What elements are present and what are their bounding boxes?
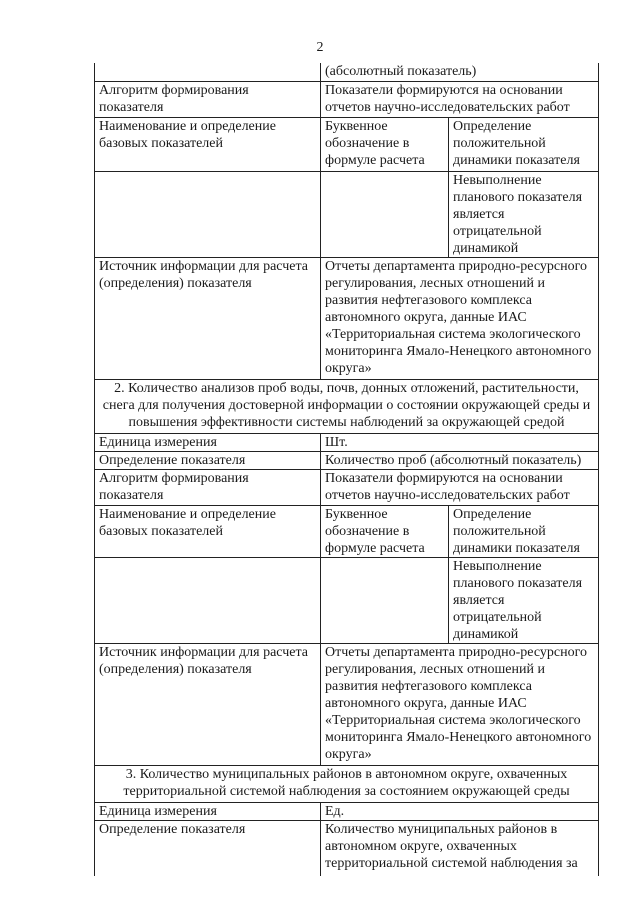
value-cell: Показатели формируются на основании отчетов научно-исследовательских работ bbox=[321, 81, 599, 117]
definition-cell: Определение положительной динамики показателя bbox=[449, 505, 599, 557]
label-cell bbox=[95, 63, 321, 81]
table-row bbox=[95, 81, 599, 117]
symbol-cell: Буквенное обозначение в формуле расчета bbox=[321, 117, 449, 171]
label-cell: Единица измерения bbox=[95, 802, 321, 820]
table-row bbox=[95, 820, 599, 876]
table-row bbox=[95, 171, 599, 257]
label-cell: Источник информации для расчета (определения) показателя bbox=[95, 257, 321, 379]
table-row bbox=[95, 802, 599, 820]
definition-cell: Невыполнение планового показателя является отрицательной динамикой bbox=[449, 171, 599, 257]
indicator-table bbox=[94, 63, 599, 876]
section-heading: 2. Количество анализов проб воды, почв, донных отложений, растительности, снега для получения достоверной информации о состоянии окружающей среды и повышения эффективности системы наблюдений за окружающей средой bbox=[95, 379, 599, 433]
label-cell: Алгоритм формирования показателя bbox=[95, 81, 321, 117]
label-cell: Источник информации для расчета (определения) показателя bbox=[95, 643, 321, 765]
table-row bbox=[95, 451, 599, 469]
table-row bbox=[95, 505, 599, 557]
label-cell: Единица измерения bbox=[95, 433, 321, 451]
label-cell: Определение показателя bbox=[95, 451, 321, 469]
table-row bbox=[95, 117, 599, 171]
section-heading: 3. Количество муниципальных районов в автономном округе, охваченных территориальной системой наблюдения за состоянием окружающей среды bbox=[95, 765, 599, 802]
value-cell: Количество муниципальных районов в автономном округе, охваченных территориальной системой наблюдения за bbox=[321, 820, 599, 876]
table-row bbox=[95, 643, 599, 765]
section-row bbox=[95, 765, 599, 802]
table-row bbox=[95, 469, 599, 505]
table-row bbox=[95, 63, 599, 81]
label-cell bbox=[95, 171, 321, 257]
label-cell bbox=[95, 557, 321, 643]
label-cell: Наименование и определение базовых показателей bbox=[95, 117, 321, 171]
symbol-cell bbox=[321, 171, 449, 257]
table-row bbox=[95, 257, 599, 379]
table-row bbox=[95, 433, 599, 451]
table-row bbox=[95, 557, 599, 643]
value-cell: Отчеты департамента природно-ресурсного регулирования, лесных отношений и развития нефтегазового комплекса автономного округа, данные ИАС «Территориальная система экологического мониторинга Ямало-Ненецкого автономного округа» bbox=[321, 257, 599, 379]
symbol-cell bbox=[321, 557, 449, 643]
value-cell: Показатели формируются на основании отчетов научно-исследовательских работ bbox=[321, 469, 599, 505]
section-row bbox=[95, 379, 599, 433]
definition-cell: Определение положительной динамики показателя bbox=[449, 117, 599, 171]
label-cell: Определение показателя bbox=[95, 820, 321, 876]
definition-cell: Невыполнение планового показателя является отрицательной динамикой bbox=[449, 557, 599, 643]
value-cell: Отчеты департамента природно-ресурсного регулирования, лесных отношений и развития нефтегазового комплекса автономного округа, данные ИАС «Территориальная система экологического мониторинга Ямало-Ненецкого автономного округа» bbox=[321, 643, 599, 765]
value-cell: Ед. bbox=[321, 802, 599, 820]
value-cell: Шт. bbox=[321, 433, 599, 451]
label-cell: Наименование и определение базовых показателей bbox=[95, 505, 321, 557]
page-number: 2 bbox=[316, 40, 324, 55]
label-cell: Алгоритм формирования показателя bbox=[95, 469, 321, 505]
value-cell: Количество проб (абсолютный показатель) bbox=[321, 451, 599, 469]
symbol-cell: Буквенное обозначение в формуле расчета bbox=[321, 505, 449, 557]
value-cell: (абсолютный показатель) bbox=[321, 63, 599, 81]
